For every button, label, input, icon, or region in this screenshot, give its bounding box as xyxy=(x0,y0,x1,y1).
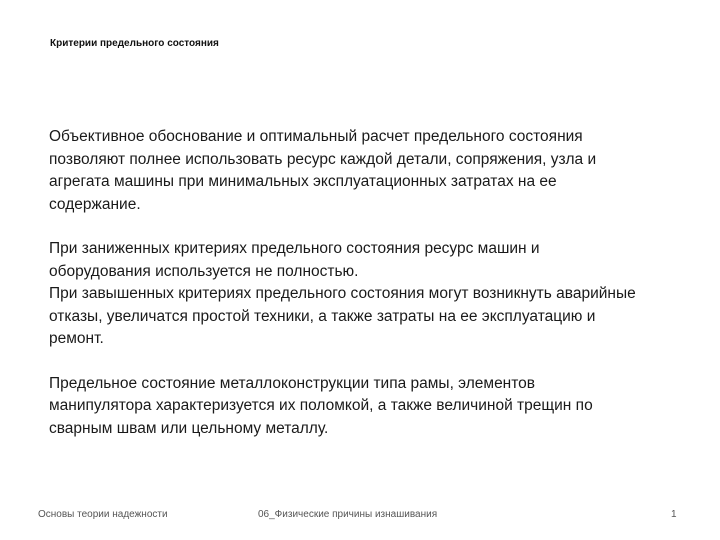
slide-body xyxy=(49,126,689,440)
text-line: При заниженных критериях предельного состояния ресурс машин и xyxy=(49,240,540,257)
text-line: При завышенных критериях предельного состояния могут возникнуть аварийные xyxy=(49,285,636,302)
text-line: Предельное состояние металлоконструкции типа рамы, элементов xyxy=(49,374,536,392)
footer-page-number: 1 xyxy=(671,509,677,520)
footer-course-name: Основы теории надежности xyxy=(38,509,168,520)
text-line: отказы, увеличатся простой техники, а также затраты на ее эксплуатацию и xyxy=(49,307,596,325)
text-line: содержание. xyxy=(49,195,141,213)
text-line: позволяют полнее использовать ресурс каждой детали, сопряжения, узла и xyxy=(49,150,597,168)
slide-title: Критерии предельного состояния xyxy=(50,38,219,49)
text-line: ремонт. xyxy=(49,330,104,347)
paragraph-spacer xyxy=(49,216,689,238)
paragraph-spacer xyxy=(49,351,689,373)
text-line: оборудования используется не полностью. xyxy=(49,262,359,280)
text-line: манипулятора характеризуется их поломкой, а также величиной трещин по xyxy=(49,397,593,414)
footer-lecture-name: 06_Физические причины изнашивания xyxy=(258,509,438,520)
text-line: сварным швам или цельному металлу. xyxy=(49,419,329,437)
paragraph-criteria-effects xyxy=(49,238,689,351)
paragraph-resource-justification xyxy=(49,126,689,216)
text-line: агрегата машины при минимальных эксплуатационных затратах на ее xyxy=(49,173,557,190)
paragraph-metal-structure xyxy=(49,373,689,441)
text-line: Объективное обоснование и оптимальный расчет предельного состояния xyxy=(49,128,583,145)
